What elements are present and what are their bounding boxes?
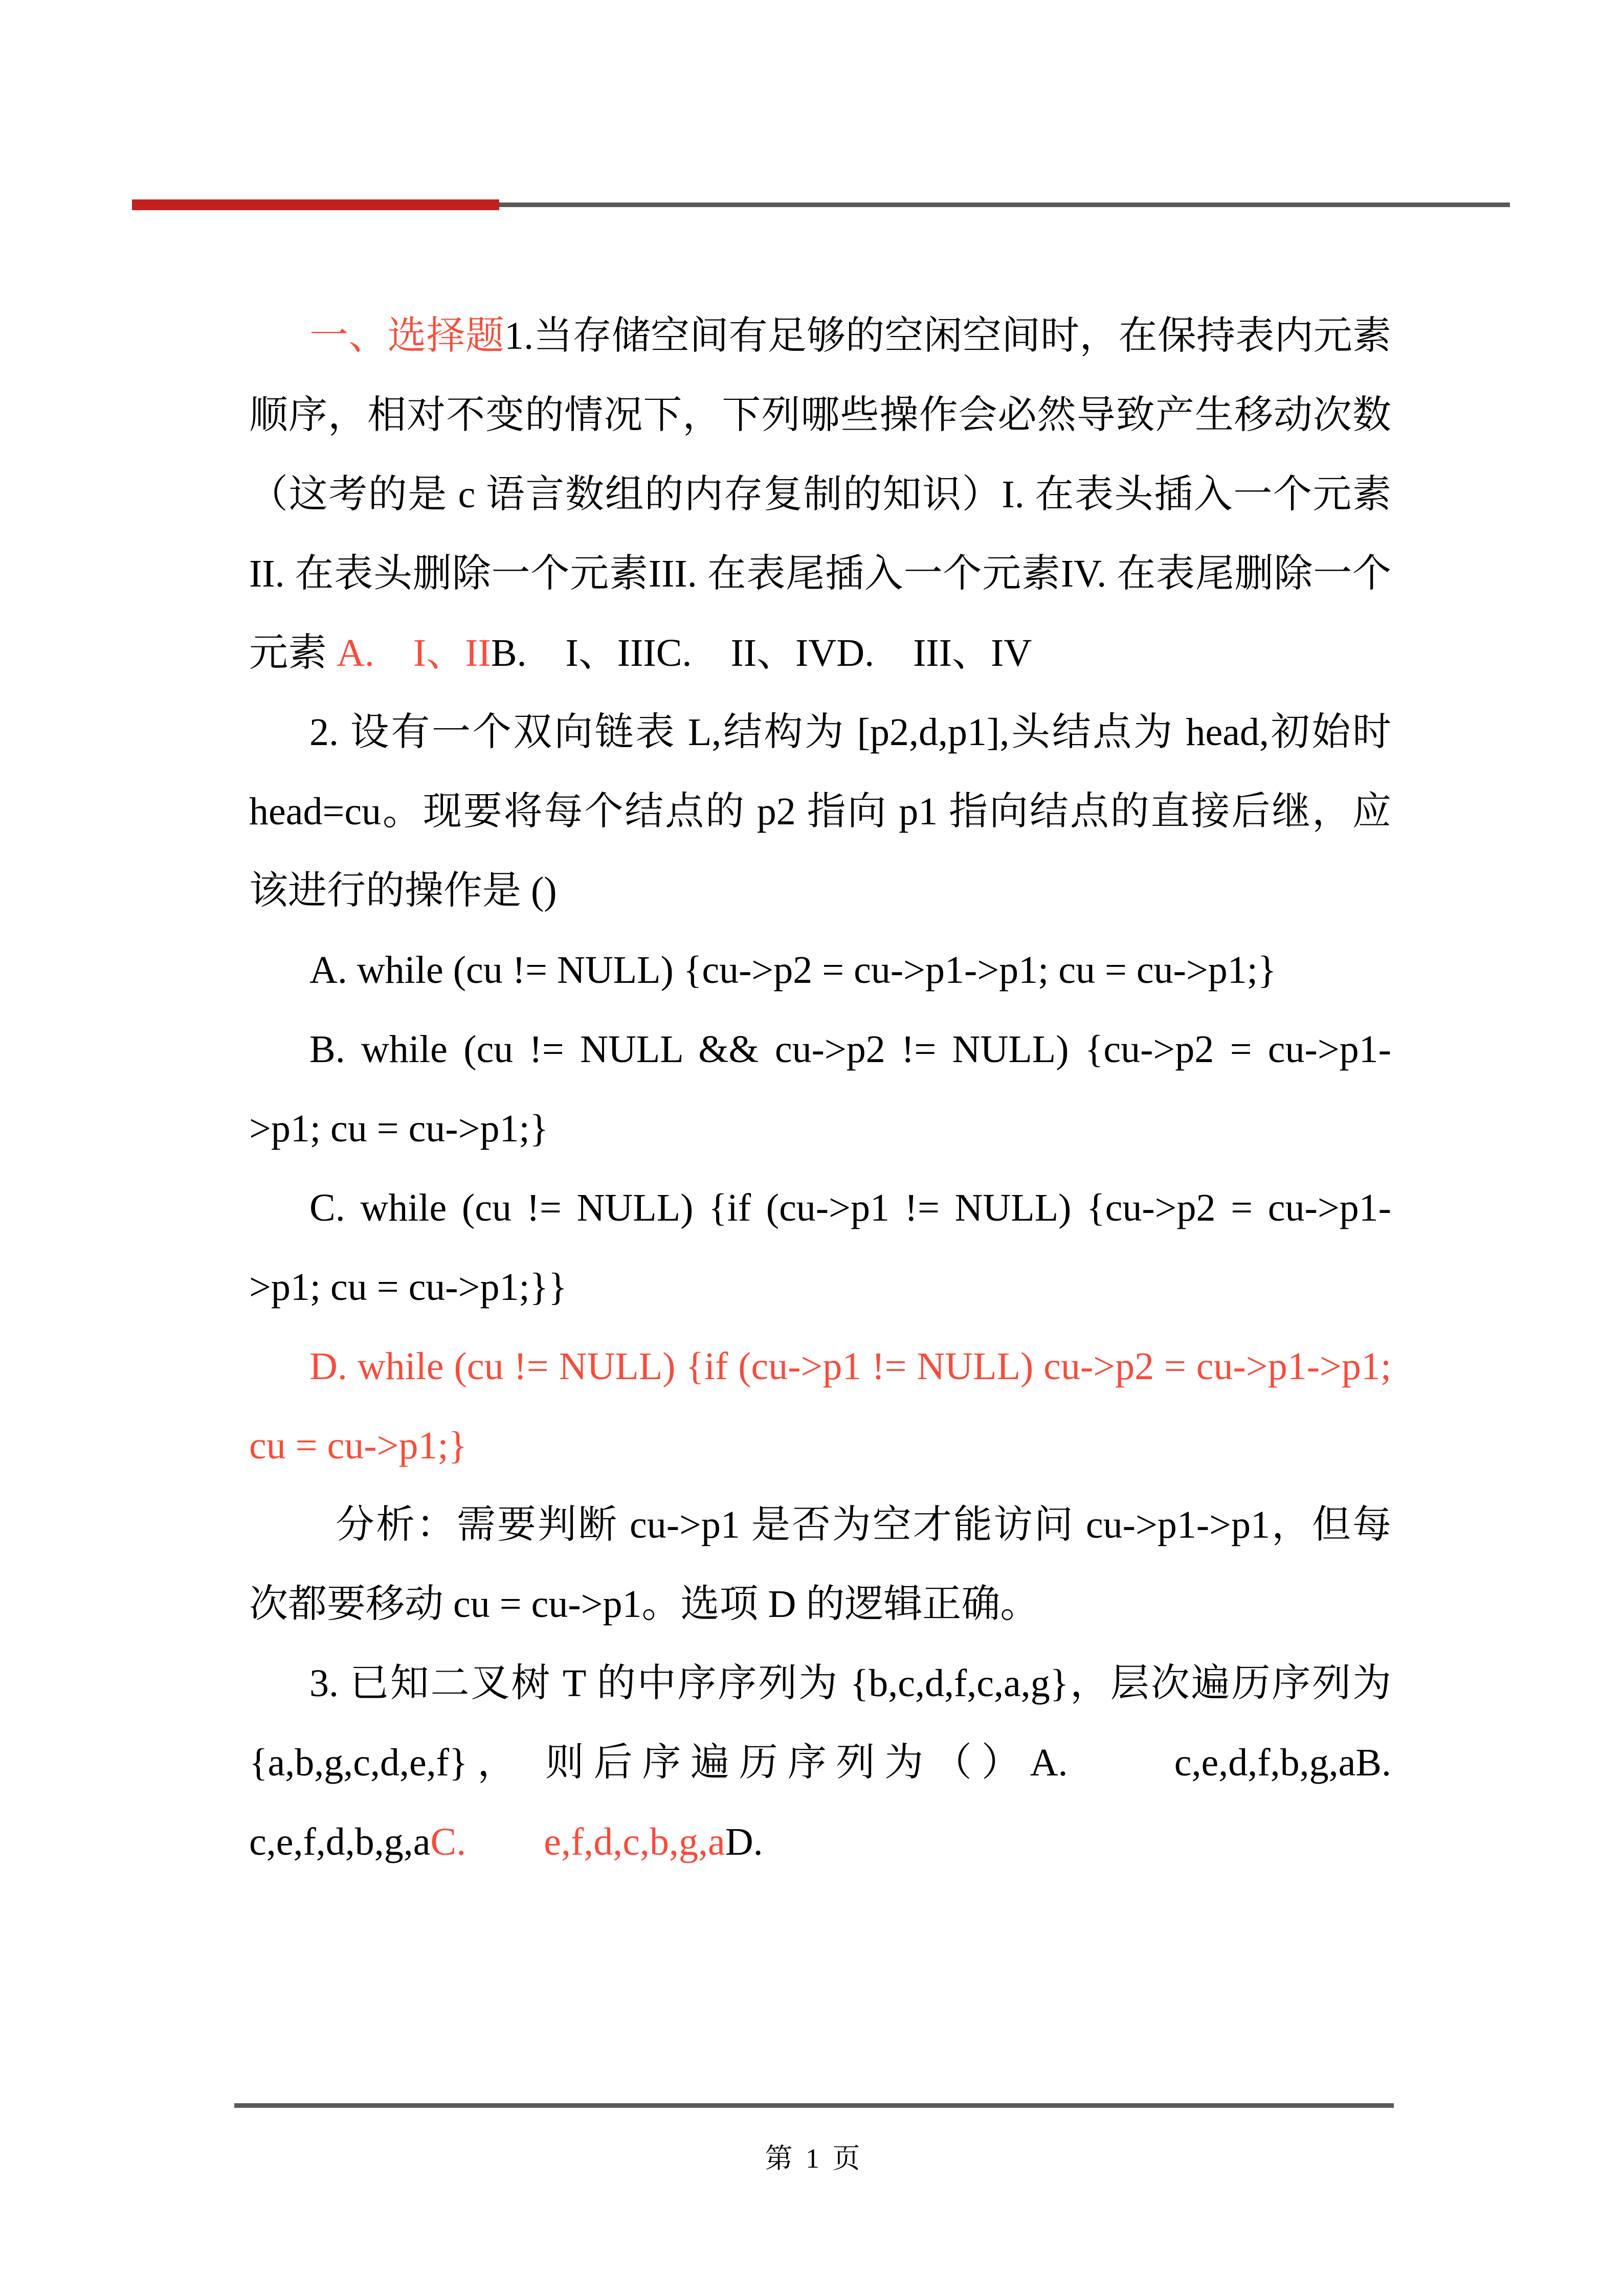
section-heading: 一、选择题	[309, 314, 505, 357]
option-c	[249, 1168, 1391, 1327]
question-3-option-d: D.	[725, 1820, 763, 1863]
question-2	[249, 693, 1391, 931]
question-1-answer-a: A. I、II	[337, 632, 491, 674]
question-1	[249, 297, 1391, 693]
option-d-answer	[249, 1327, 1391, 1485]
header-rule	[499, 202, 1510, 207]
question-3-answer-c: C. e,f,d,c,b,g,a	[430, 1820, 725, 1863]
page-number	[234, 2136, 1394, 2176]
option-a	[249, 931, 1391, 1010]
header-accent-bar	[132, 199, 499, 210]
question-1-text: 1.当存储空间有足够的空闲空间时，在保持表内元素顺序，相对不变的情况下，下列哪些操作会必然导致产生移动次数（这考的是 c 语言数组的内存复制的知识）I. 在表头插入一个元素II. 在表头删除一个元素III. 在表尾插入一个元素IV. 在表尾删除一个元素	[249, 314, 1392, 674]
analysis	[249, 1485, 1391, 1644]
option-a-text: A. while (cu != NULL) {cu->p2 = cu->p1->p1; cu = cu->p1;}	[309, 949, 1277, 992]
footer-rule	[234, 2103, 1394, 2108]
option-d-text: D. while (cu != NULL) {if (cu->p1 != NULL) cu->p2 = cu->p1->p1; cu = cu->p1;}	[249, 1345, 1391, 1467]
option-b	[249, 1010, 1391, 1168]
analysis-text: 分析：需要判断 cu->p1 是否为空才能访问 cu->p1->p1，但每次都要移动 cu = cu->p1。选项 D 的逻辑正确。	[249, 1503, 1391, 1626]
page-number-label: 第 1 页	[765, 2143, 863, 2174]
question-2-text: 2. 设有一个双向链表 L,结构为 [p2,d,p1],头结点为 head,初始时 head=cu。现要将每个结点的 p2 指向 p1 指向结点的直接后继，应该进行的操作是 ()	[249, 711, 1391, 912]
option-b-text: B. while (cu != NULL && cu->p2 != NULL) {cu->p2 = cu->p1->p1; cu = cu->p1;}	[249, 1028, 1391, 1150]
option-c-text: C. while (cu != NULL) {if (cu->p1 != NULL) {cu->p2 = cu->p1->p1; cu = cu->p1;}}	[249, 1186, 1391, 1309]
question-3-text: 3. 已知二叉树 T 的中序序列为 {b,c,d,f,c,a,g}，层次遍历序列为 {a,b,g,c,d,e,f}， 则后序遍历序列为（）A. c,e,d,f,b,g,aB. c,e,f,d,b,g,a	[249, 1662, 1469, 1863]
question-3	[249, 1644, 1469, 1882]
question-1-options: B. I、IIIC. II、IVD. III、IV	[491, 632, 1032, 674]
document-body	[249, 297, 1469, 1882]
